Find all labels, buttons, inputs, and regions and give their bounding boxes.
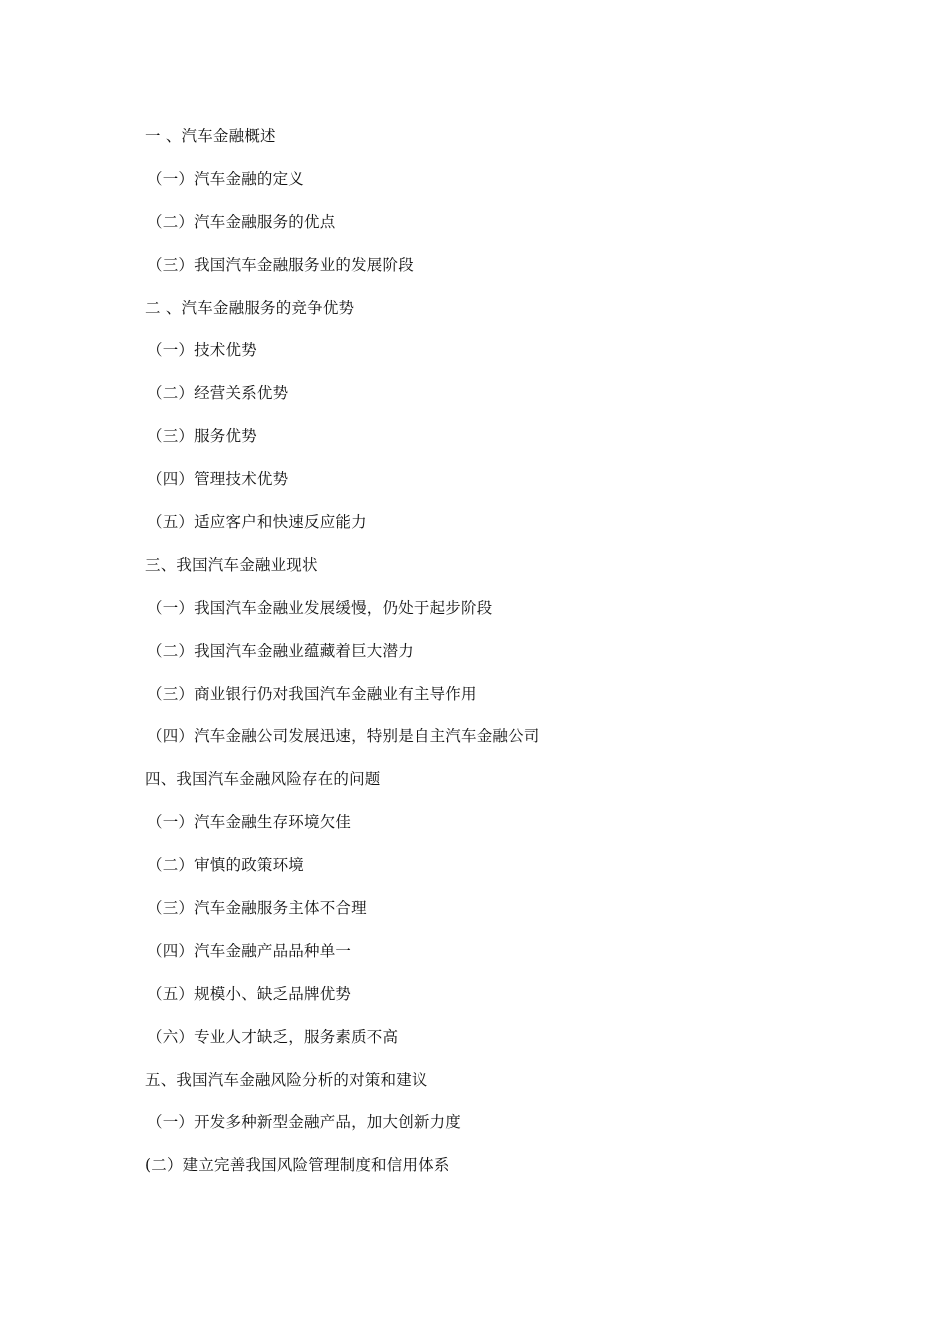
subsection-item: （一）我国汽车金融业发展缓慢，仍处于起步阶段 [147,598,493,617]
section-heading: 四、我国汽车金融风险存在的问题 [145,770,381,789]
subsection-item: （三）汽车金融服务主体不合理 [147,899,367,918]
subsection-item: （一）技术优势 [147,341,257,360]
subsection-item: （二）我国汽车金融业蕴藏着巨大潜力 [147,641,414,660]
subsection-item: （四）汽车金融产品品种单一 [147,941,352,960]
subsection-item: （三）商业银行仍对我国汽车金融业有主导作用 [147,684,477,703]
subsection-item: （一）开发多种新型金融产品，加大创新力度 [147,1113,462,1132]
subsection-item: （二）汽车金融服务的优点 [147,212,336,231]
subsection-item: （四）汽车金融公司发展迅速，特别是自主汽车金融公司 [147,727,540,746]
subsection-item: （五）适应客户和快速反应能力 [147,513,367,532]
subsection-item: （五）规模小、缺乏品牌优势 [147,984,352,1003]
subsection-item: （二）审慎的政策环境 [147,856,305,875]
section-heading: 二 、汽车金融服务的竞争优势 [145,298,355,317]
section-heading: 三、我国汽车金融业现状 [145,555,318,574]
subsection-item: (二）建立完善我国风险管理制度和信用体系 [145,1156,450,1175]
subsection-item: （四）管理技术优势 [147,470,289,489]
table-of-contents [145,125,865,1197]
subsection-item: （一）汽车金融生存环境欠佳 [147,813,352,832]
section-heading: 五、我国汽车金融风险分析的对策和建议 [145,1070,428,1089]
subsection-item: （三）我国汽车金融服务业的发展阶段 [147,255,414,274]
subsection-item: （一）汽车金融的定义 [147,169,305,188]
section-heading: 一 、汽车金融概述 [145,127,276,145]
subsection-item: （三）服务优势 [147,427,257,446]
subsection-item: （二）经营关系优势 [147,384,289,403]
subsection-item: （六）专业人才缺乏，服务素质不高 [147,1027,399,1046]
